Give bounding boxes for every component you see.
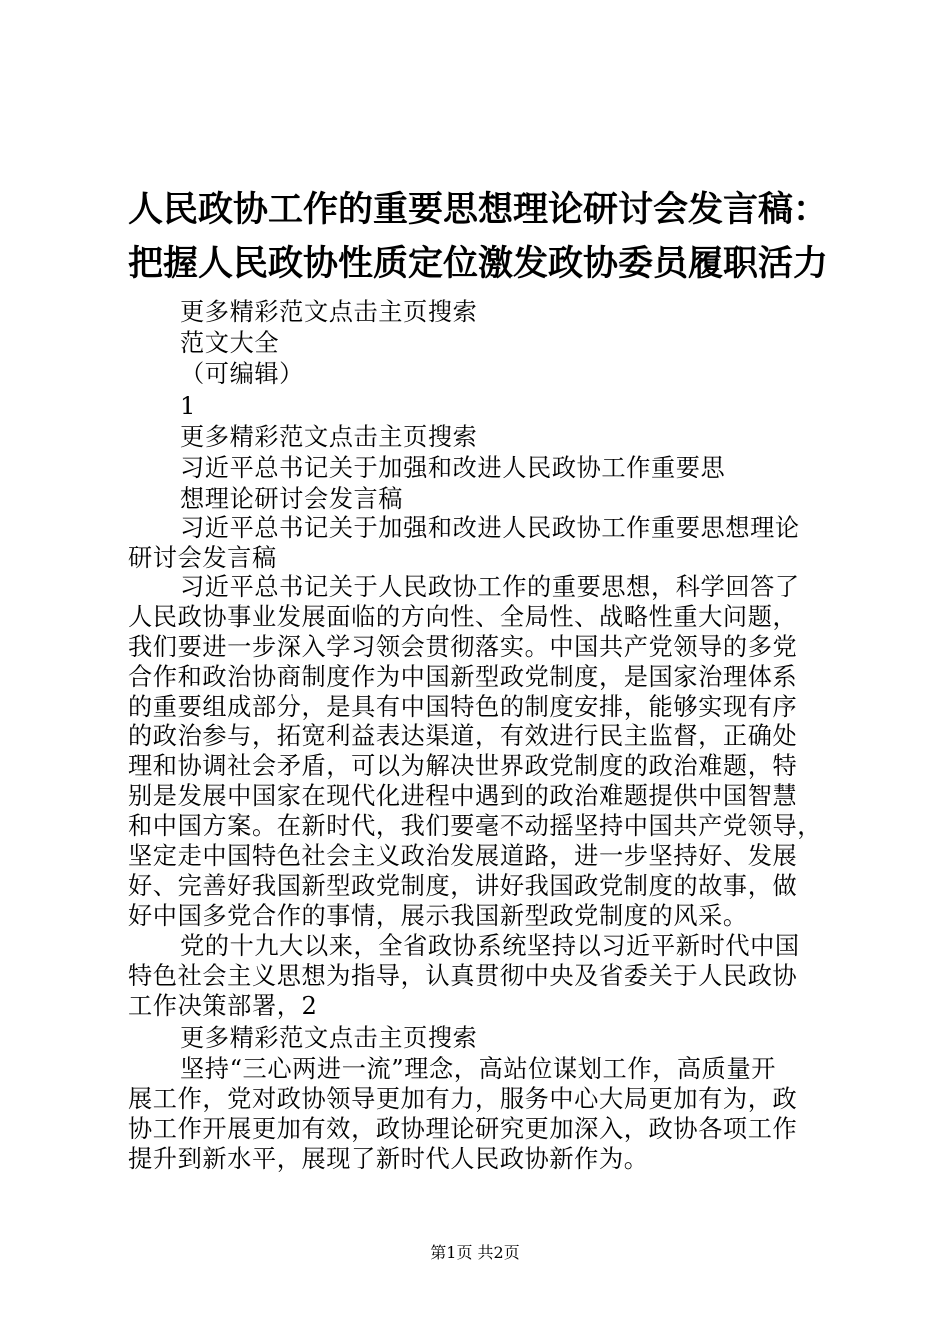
body-line: 更多精彩范文点击主页搜索 bbox=[180, 298, 478, 326]
body-line: 习近平总书记关于人民政协工作的重要思想，科学回答了 bbox=[180, 573, 800, 601]
body-line: 的政治参与，拓宽利益表达渠道，有效进行民主监督，正确处 bbox=[128, 722, 798, 750]
document-title-line-2: 把握人民政协性质定位激发政协委员履职活力 bbox=[128, 244, 829, 284]
body-line: 展工作，党对政协领导更加有力，服务中心大局更加有为，政 bbox=[128, 1085, 798, 1113]
body-line: 协工作开展更加有效，政协理论研究更加深入，政协各项工作 bbox=[128, 1115, 798, 1143]
body-line: 合作和政治协商制度作为中国新型政党制度，是国家治理体系 bbox=[128, 663, 798, 691]
body-line: 坚持“三心两进一流”理念，高站位谋划工作，高质量开 bbox=[180, 1055, 777, 1083]
body-line: 我们要进一步深入学习领会贯彻落实。中国共产党领导的多党 bbox=[128, 633, 798, 661]
document-title-line-1: 人民政协工作的重要思想理论研讨会发言稿： bbox=[128, 190, 829, 230]
body-line: 习近平总书记关于加强和改进人民政协工作重要思 bbox=[180, 454, 726, 482]
body-line: 想理论研讨会发言稿 bbox=[180, 485, 404, 513]
body-line: 和中国方案。在新时代，我们要毫不动摇坚持中国共产党领导， bbox=[128, 812, 823, 840]
body-line: 理和协调社会矛盾，可以为解决世界政党制度的政治难题，特 bbox=[128, 752, 798, 780]
body-line: 党的十九大以来，全省政协系统坚持以习近平新时代中国 bbox=[180, 932, 800, 960]
page-number-footer: 第1页 共2页 bbox=[430, 1243, 520, 1262]
body-line: 好、完善好我国新型政党制度，讲好我国政党制度的故事，做 bbox=[128, 872, 798, 900]
body-line: 更多精彩范文点击主页搜索 bbox=[180, 1024, 478, 1052]
body-line: 特色社会主义思想为指导，认真贯彻中央及省委关于人民政协 bbox=[128, 962, 798, 990]
body-line: 别是发展中国家在现代化进程中遇到的政治难题提供中国智慧 bbox=[128, 782, 798, 810]
body-line: 研讨会发言稿 bbox=[128, 544, 277, 572]
body-line: 的重要组成部分，是具有中国特色的制度安排，能够实现有序 bbox=[128, 693, 798, 721]
body-line: 1 bbox=[180, 392, 196, 420]
body-line: （可编辑） bbox=[180, 360, 304, 388]
body-line: 人民政协事业发展面临的方向性、全局性、战略性重大问题， bbox=[128, 603, 798, 631]
body-line: 好中国多党合作的事情，展示我国新型政党制度的风采。 bbox=[128, 902, 748, 930]
body-line: 工作决策部署，2 bbox=[128, 992, 318, 1020]
body-line: 提升到新水平，展现了新时代人民政协新作为。 bbox=[128, 1145, 649, 1173]
body-line: 坚定走中国特色社会主义政治发展道路，进一步坚持好、发展 bbox=[128, 842, 798, 870]
body-line: 习近平总书记关于加强和改进人民政协工作重要思想理论 bbox=[180, 514, 800, 542]
body-line: 更多精彩范文点击主页搜索 bbox=[180, 423, 478, 451]
body-line: 范文大全 bbox=[180, 329, 280, 357]
